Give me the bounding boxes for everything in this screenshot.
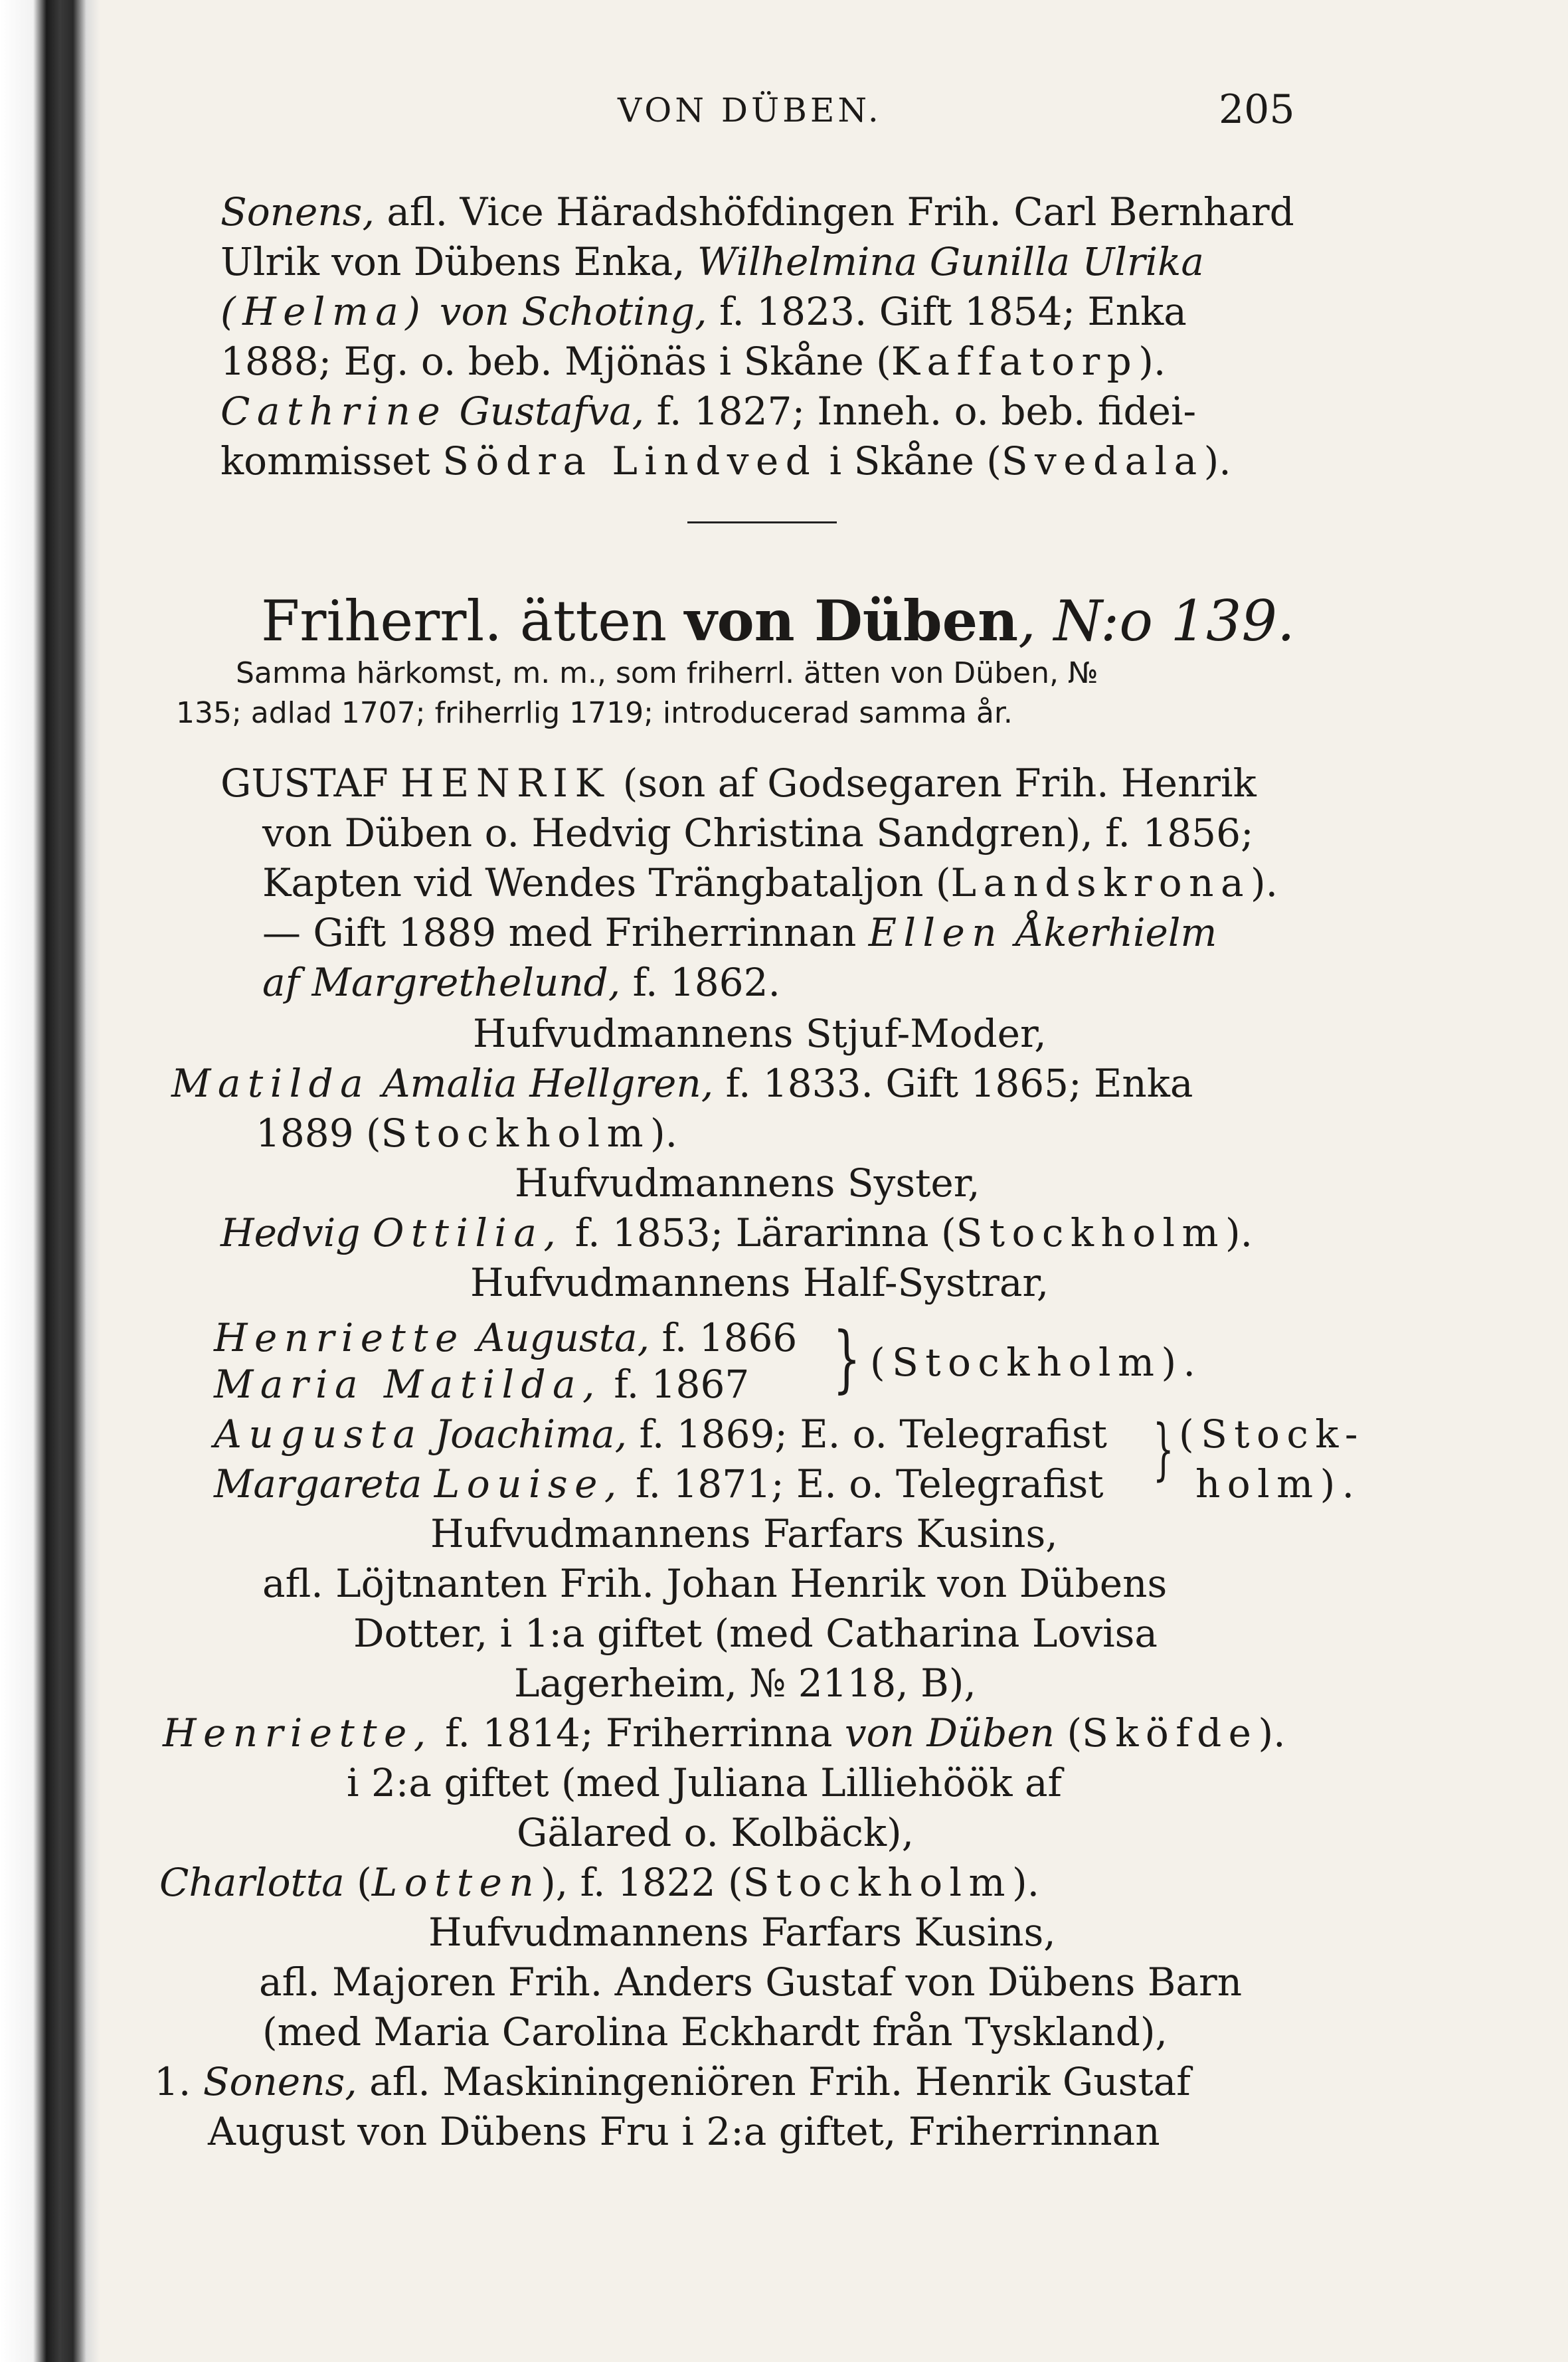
prev-line-6: kommisset Södra Lindved i Skåne (Svedala).	[220, 438, 1231, 484]
brace-1: }	[833, 1316, 861, 1401]
half-sisters-3-4-residence-a: (Stock-	[1179, 1411, 1365, 1457]
stepmother-line-2: 1889 (Stockholm).	[256, 1111, 678, 1156]
prev-line-3: (Helma) von Schoting, f. 1823. Gift 1854; Enka	[220, 289, 1187, 334]
cousins1-line-5: i 2:a giftet (med Juliana Lilliehöök af	[347, 1760, 1062, 1805]
cousins1-heading: Hufvudmannens Farfars Kusins,	[430, 1511, 1058, 1556]
running-title: VON DÜBEN.	[618, 91, 882, 130]
cousins1-line-4: Henriette, f. 1814; Friherrinna von Düben (Sköfde).	[163, 1710, 1286, 1756]
half-sisters-3-4-residence-b: holm).	[1195, 1461, 1361, 1506]
half-sisters-heading: Hufvudmannens Half-Systrar,	[470, 1260, 1049, 1305]
cousins1-line-3: Lagerheim, № 2118, B),	[514, 1661, 976, 1706]
half-sister-2: Maria Matilda, f. 1867	[214, 1362, 750, 1407]
cousins1-line-7: Charlotta (Lotten), f. 1822 (Stockholm).	[159, 1860, 1040, 1905]
prev-line-2: Ulrik von Dübens Enka, Wilhelmina Gunilla Ulrika	[220, 239, 1204, 284]
head-line-4: — Gift 1889 med Friherrinnan Ellen Åkerhielm	[262, 910, 1217, 955]
cousins2-line-2: (med Maria Carolina Eckhardt från Tyskland),	[262, 2009, 1168, 2054]
book-spine-shadow	[0, 0, 100, 2362]
prev-line-1: Sonens, afl. Vice Häradshöfdingen Frih. Carl Bernhard	[220, 189, 1294, 234]
head-line-2: von Düben o. Hedvig Christina Sandgren), f. 1856;	[262, 810, 1254, 856]
cousins1-line-2: Dotter, i 1:a giftet (med Catharina Lovisa	[353, 1611, 1158, 1656]
half-sister-4: Margareta Louise, f. 1871; E. o. Telegrafist	[214, 1461, 1104, 1506]
cousins1-line-1: afl. Löjtnanten Frih. Johan Henrik von Dübens	[262, 1561, 1168, 1606]
stepmother-heading: Hufvudmannens Stjuf-Moder,	[473, 1011, 1047, 1056]
half-sister-1: Henriette Augusta, f. 1866	[214, 1315, 798, 1360]
head-line-1: GUSTAF HENRIK (son af Godsegaren Frih. Henrik	[220, 761, 1257, 806]
section-divider	[687, 521, 837, 523]
prev-line-4: 1888; Eg. o. beb. Mjönäs i Skåne (Kaffatorp).	[220, 339, 1166, 384]
cousins1-line-6: Gälared o. Kolbäck),	[517, 1810, 915, 1855]
section-intro-1: Samma härkomst, m. m., som friherrl. ätten von Düben, №	[236, 656, 1098, 690]
section-intro-2: 135; adlad 1707; friherrlig 1719; introducerad samma år.	[176, 696, 1013, 730]
sister-line-1: Hedvig Ottilia, f. 1853; Lärarinna (Stockholm).	[220, 1210, 1253, 1255]
cousins2-line-4: August von Dübens Fru i 2:a giftet, Friherrinnan	[208, 2109, 1160, 2154]
half-sister-3: Augusta Joachima, f. 1869; E. o. Telegrafist	[214, 1411, 1107, 1457]
brace-2: }	[1152, 1410, 1174, 1488]
cousins2-heading: Hufvudmannens Farfars Kusins,	[428, 1910, 1056, 1955]
sister-heading: Hufvudmannens Syster,	[515, 1160, 980, 1206]
cousins2-line-1: afl. Majoren Frih. Anders Gustaf von Dübens Barn	[259, 1959, 1243, 2005]
head-line-5: af Margrethelund, f. 1862.	[262, 960, 780, 1005]
head-line-3: Kapten vid Wendes Trängbataljon (Landskrona).	[262, 860, 1278, 905]
section-title: Friherrl. ätten von Düben, N:o 139.	[261, 588, 1295, 654]
stepmother-line-1: Matilda Amalia Hellgren, f. 1833. Gift 1865; Enka	[171, 1061, 1193, 1106]
half-sisters-1-2-residence: (Stockholm).	[870, 1340, 1203, 1385]
prev-line-5: Cathrine Gustafva, f. 1827; Inneh. o. beb. fidei-	[220, 389, 1197, 434]
cousins2-line-3: 1. Sonens, afl. Maskiningeniören Frih. Henrik Gustaf	[154, 2059, 1191, 2104]
page-number: 205	[1219, 86, 1295, 133]
